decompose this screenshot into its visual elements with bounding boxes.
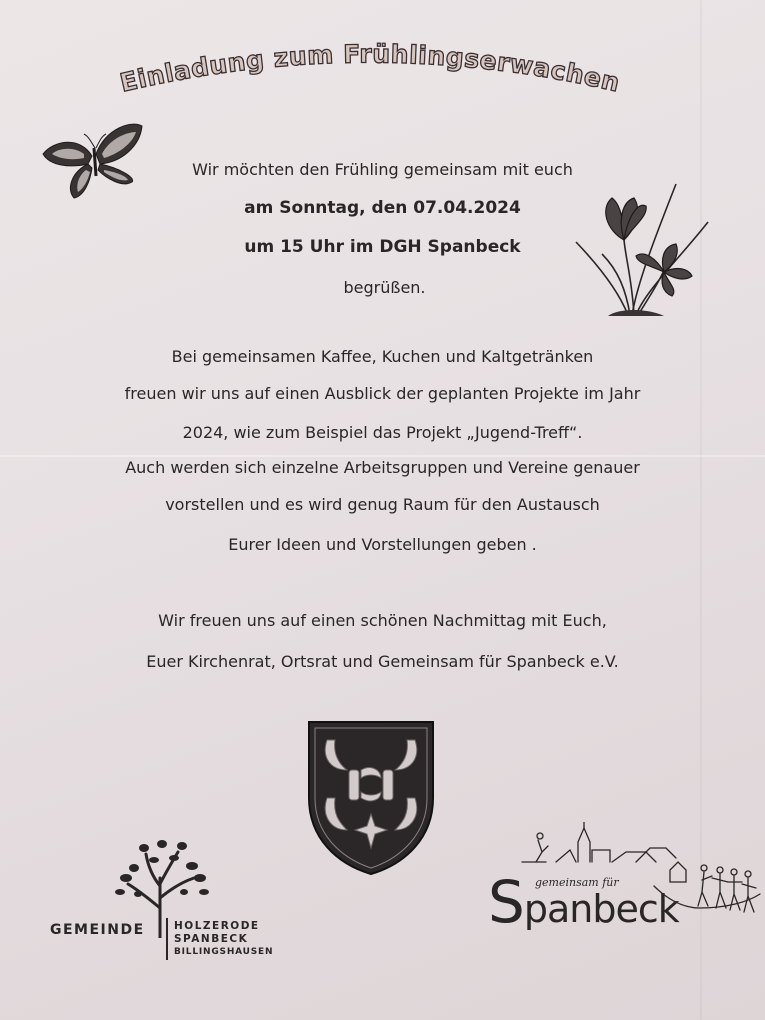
body-line: Auch werden sich einzelne Arbeitsgruppen und Vereine genauer xyxy=(125,458,640,477)
body-line: Eurer Ideen und Vorstellungen geben . xyxy=(228,535,537,554)
invitation-title xyxy=(120,40,620,110)
spanbeck-script: gemeinsam für xyxy=(535,876,619,889)
coat-of-arms-icon xyxy=(305,718,437,876)
place-name: SPANBECK xyxy=(174,933,249,945)
paper-fold xyxy=(0,455,765,457)
body-line: freuen wir uns auf einen Ausblick der geplanten Projekte im Jahr xyxy=(124,384,641,403)
place-name: BILLINGSHAUSEN xyxy=(174,947,274,957)
spanbeck-initial: S xyxy=(488,868,524,936)
greet-text: begrüßen. xyxy=(343,278,426,297)
body-line: Bei gemeinsamen Kaffee, Kuchen und Kaltgetränken xyxy=(171,347,594,366)
gemeinde-divider xyxy=(166,918,168,960)
spanbeck-wordmark xyxy=(488,868,679,936)
body-line: 2024, wie zum Beispiel das Projekt „Jugend-Treff“. xyxy=(182,423,583,442)
event-date: am Sonntag, den 07.04.2024 xyxy=(244,198,521,218)
gemeinde-label: GEMEINDE xyxy=(50,922,145,938)
intro-text: Wir möchten den Frühling gemeinsam mit euch xyxy=(192,160,573,179)
closing-signature: Euer Kirchenrat, Ortsrat und Gemeinsam für Spanbeck e.V. xyxy=(146,652,619,671)
body-line: vorstellen und es wird genug Raum für den Austausch xyxy=(165,495,600,514)
place-name: HOLZERODE xyxy=(174,920,260,932)
gemeinde-places xyxy=(174,920,273,959)
svg-text:Einladung zum Frühlingserwache: inladung zum Frühlingserwache xyxy=(134,40,605,94)
event-time-place: um 15 Uhr im DGH Spanbeck xyxy=(244,237,521,257)
closing-line: Wir freuen uns auf einen schönen Nachmittag mit Euch, xyxy=(158,611,607,630)
spanbeck-rest: panbeck xyxy=(523,887,679,931)
